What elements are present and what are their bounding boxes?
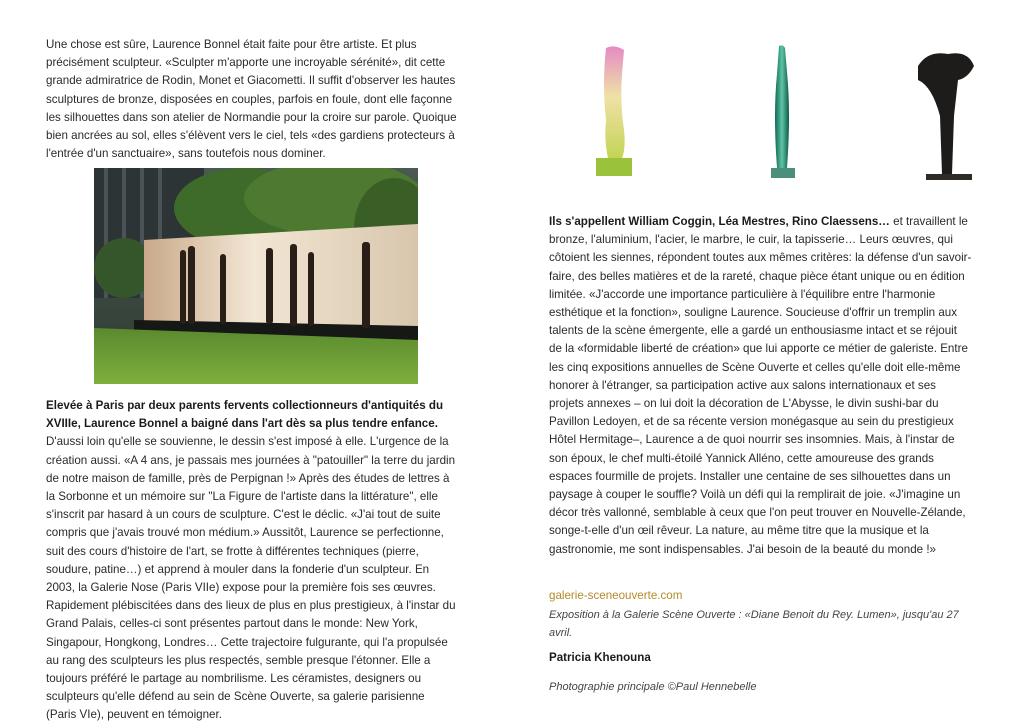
biography-lead: Elevée à Paris par deux parents fervents collectionneurs d'antiquités du XVIIIe, Laurence Bonnel a baigné dans l'art dès sa plus tendre enfance.: [46, 399, 444, 431]
biography-paragraph: [46, 397, 458, 725]
bronze-sculpture-dark: [908, 46, 984, 186]
exhibition-note: Exposition à la Galerie Scène Ouverte : «Diane Benoit du Rey. Lumen», jusqu'au 27 avril.: [549, 609, 959, 639]
glass-sculpture-pink-yellow: [584, 44, 644, 184]
intro-text: Une chose est sûre, Laurence Bonnel était faite pour être artiste. Et plus précisément sculpteur. «Sculpter m'apporte une incroyable sérénité», dit cette grande admiratrice de Rodin, Monet et Giacometti. Il suffit d'observer les hautes sculptures de bronze, disposées en couples, parfois en foule, dont elle façonne les silhouettes dans son atelier de Normandie pour la croire sur parole. Quoique bien ancrées au sol, elles s'élèvent vers le ciel, tels «des gardiens protecteurs à l'entrée d'un sanctuaire», sans toutefois nous dominer.: [46, 38, 457, 161]
works-lead: Ils s'appellent William Coggin, Léa Mestres, Rino Claessens…: [549, 215, 890, 228]
biography-text: [46, 397, 458, 725]
intro-paragraph: [46, 36, 458, 163]
works-body: et travaillent le bronze, l'aluminium, l'acier, le marbre, le cuir, la tapisserie… Leurs œuvres, qui côtoient les siennes, répondent toutes aux mêmes critères: la défense d'un savoir-faire, des belles matières et de la rareté, chaque pièce étant unique ou en édition limitée. «J'accorde une importance particulière à l'équilibre entre l'harmonie esthétique et la fonction», souligne Laurence. Soucieuse d'offrir un tremplin aux talents de la scène émergente, elle a gardé un enthousiasme intact et se réjouit de la «formidable liberté de création» que lui apporte ce métier de galeriste. Entre les cinq expositions annuelles de Scène Ouverte et celles qu'elle doit elle-même honorer à l'étranger, sa participation active aux salons internationaux et ses projets annexes – on lui doit la décoration de L'Abysse, le divin sushi-bar du Pavillon Ledoyen, et de sa récente version monégasque au sein du prestigieux Hôtel Hermitage–, Laurence a de quoi nourrir ses insomnies. Mais, à l'instar de son époux, le chef multi-étoilé Yannick Alléno, cette amoureuse des grands espaces fourmille de projets. Installer une centaine de ses silhouettes dans un paysage à couper le souffle? Voilà un défi qui la remplirait de joie. «J'imagine un décor très vallonné, semblable à ceux que l'on peut trouver en Nouvelle-Zélande, songe-t-elle d'un œil rêveur. La nature, au même titre que la musique et la gastronomie, me sont indispensables. J'ai besoin de la beauté du monde !»: [549, 215, 972, 556]
author-name: Patricia Khenouna: [549, 651, 651, 664]
glass-sculpture-green: [765, 44, 801, 184]
works-text: [549, 213, 973, 559]
gallery-website-link[interactable]: galerie-sceneouverte.com: [549, 589, 683, 602]
biography-body: D'aussi loin qu'elle se souvienne, le dessin s'est imposé à elle. L'urgence de la création aussi. «A 4 ans, je passais mes journées à "patouiller" la terre du jardin de notre maison de famille, près de Perpignan !» Après des études de lettres à la Sorbonne et un mémoire sur "La Figure de l'artiste dans la littérature", elle s'inscrit par hasard à un cours de sculpture. C'est le déclic. «J'ai tout de suite compris que j'avais trouvé mon médium.» Aussitôt, Laurence se perfectionne, suit des cours d'histoire de l'art, se frotte à différentes techniques (pierre, soudure, patine…) et apprend à mouler dans la fonderie d'un sculpteur. En 2003, la Galerie Nose (Paris VIIe) expose pour la première fois ses œuvres. Rapidement plébiscitées dans des lieux de plus en plus prestigieux, à l'instar du Grand Palais, celles-ci sont présentes partout dans le monde: New York, Singapour, Hongkong, Londres… Cette trajectoire fulgurante, qui l'a propulsée au rang des sculpteurs les plus respectés, semble presque l'étonner. Elle a toujours préféré le partage au nombrilisme. Les céramistes, designers ou sculpteurs qu'elle défend au sein de Scène Ouverte, sa galerie parisienne (Paris VIe), peuvent en témoigner.: [46, 435, 456, 722]
works-paragraph: [549, 213, 973, 559]
photo-credit: Photographie principale ©Paul Hennebelle: [549, 681, 757, 693]
sculpture-garden-photo: [94, 168, 418, 384]
